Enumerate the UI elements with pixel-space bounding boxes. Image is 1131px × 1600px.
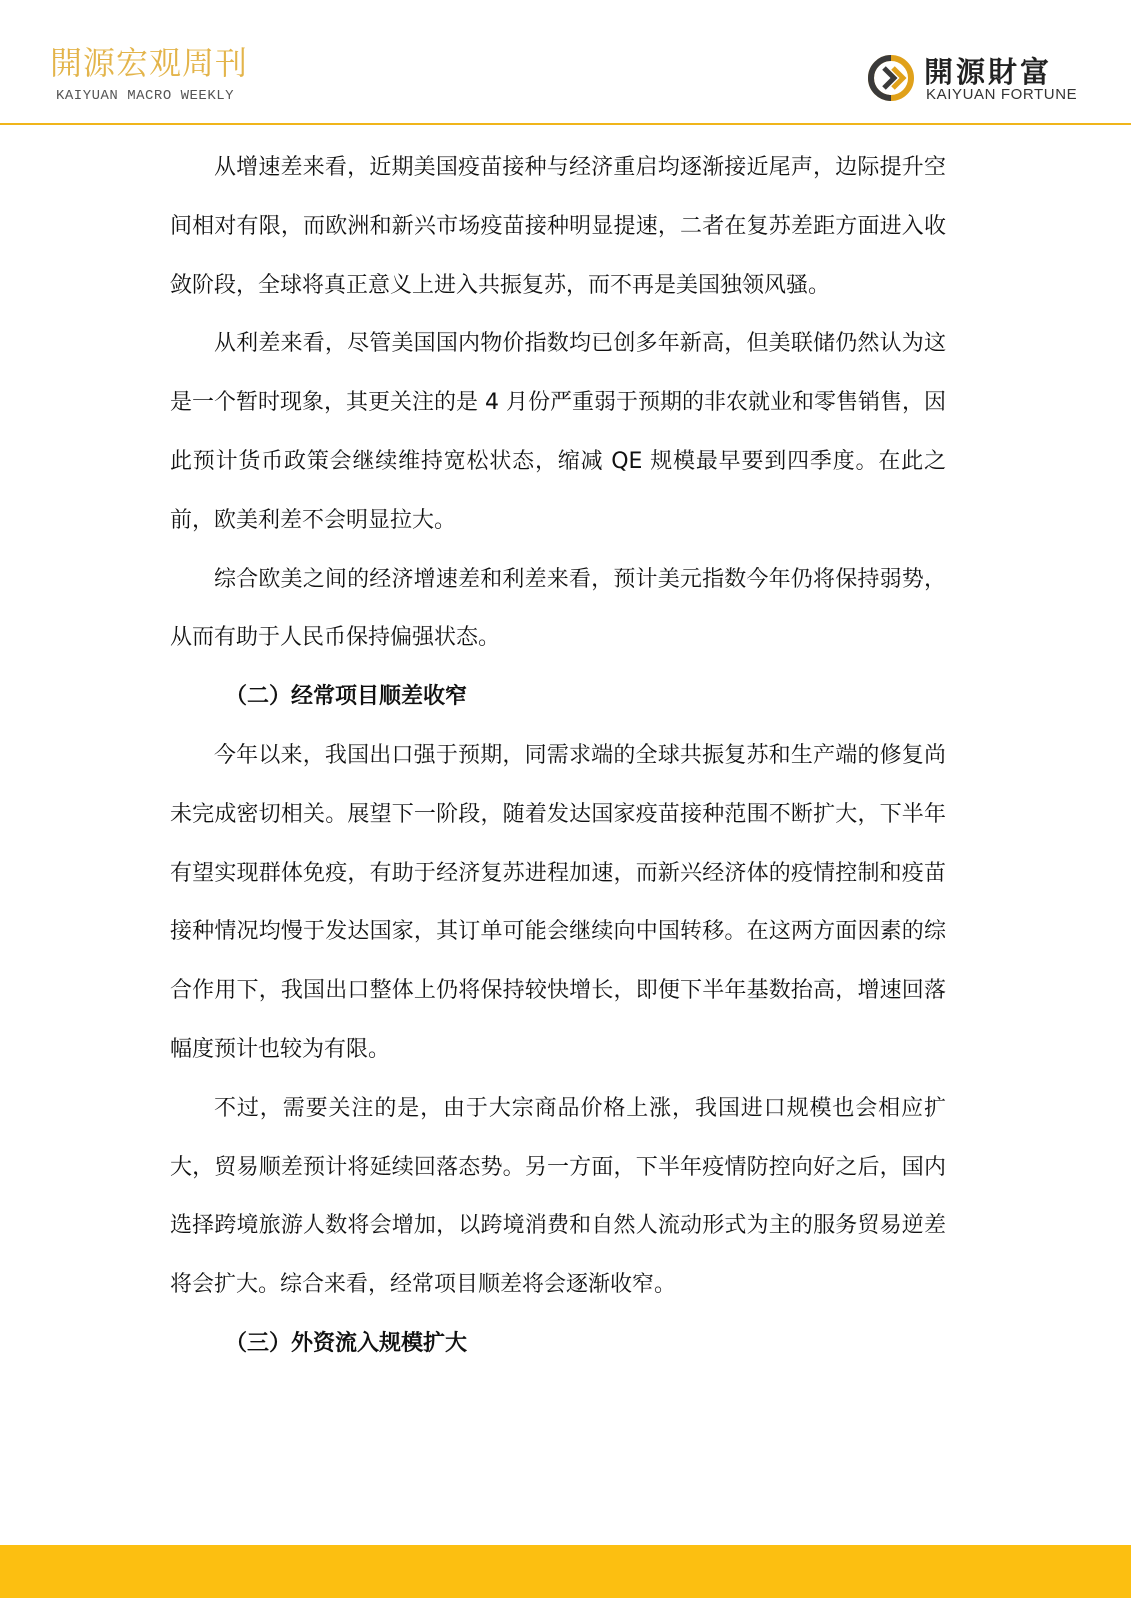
kaiyuan-logo-icon <box>866 53 916 103</box>
company-name-en: KAIYUAN FORTUNE <box>926 86 1078 103</box>
company-name-cn: 開源財富 <box>924 55 1053 89</box>
paragraph: 今年以来，我国出口强于预期，同需求端的全球共振复苏和生产端的修复尚未完成密切相关。展望下一阶段，随着发达国家疫苗接种范围不断扩大，下半年有望实现群体免疫，有助于经济复苏进程加速，而新兴经济体的疫情控制和疫苗接种情况均慢于发达国家，其订单可能会继续向中国转移。在这两方面因素的综合作用下，我国出口整体上仍将保持较快增长，即便下半年基数抬高，增速回落幅度预计也较为有限。 <box>170 742 946 1062</box>
body-text <box>170 139 946 1374</box>
footer-bar <box>0 1545 1131 1598</box>
paragraph: 综合欧美之间的经济增速差和利差来看，预计美元指数今年仍将保持弱势，从而有助于人民币保持偏强状态。 <box>170 566 946 651</box>
section-heading: （二）经常项目顺差收窄 <box>225 684 468 710</box>
paragraph: 不过，需要关注的是，由于大宗商品价格上涨，我国进口规模也会相应扩大，贸易顺差预计将延续回落态势。另一方面，下半年疫情防控向好之后，国内选择跨境旅游人数将会增加，以跨境消费和自然人流动形式为主的服务贸易逆差将会扩大。综合来看，经常项目顺差将会逐渐收窄。 <box>170 1095 946 1298</box>
paragraph: 从利差来看，尽管美国国内物价指数均已创多年新高，但美联储仍然认为这是一个暂时现象，其更关注的是 4 月份严重弱于预期的非农就业和零售销售，因此预计货币政策会继续维持宽松状态，缩减 QE 规模最早要到四季度。在此之前，欧美利差不会明显拉大。 <box>170 331 946 533</box>
company-logo <box>866 50 1096 110</box>
header-divider <box>0 123 1131 125</box>
report-subtitle: KAIYUAN MACRO WEEKLY <box>56 88 235 104</box>
paragraph: 从增速差来看，近期美国疫苗接种与经济重启均逐渐接近尾声，边际提升空间相对有限，而欧洲和新兴市场疫苗接种明显提速，二者在复苏差距方面进入收敛阶段，全球将真正意义上进入共振复苏，而不再是美国独领风骚。 <box>170 155 946 298</box>
section-heading: （三）外资流入规模扩大 <box>225 1330 468 1356</box>
report-title: 開源宏观周刊 <box>50 44 249 82</box>
